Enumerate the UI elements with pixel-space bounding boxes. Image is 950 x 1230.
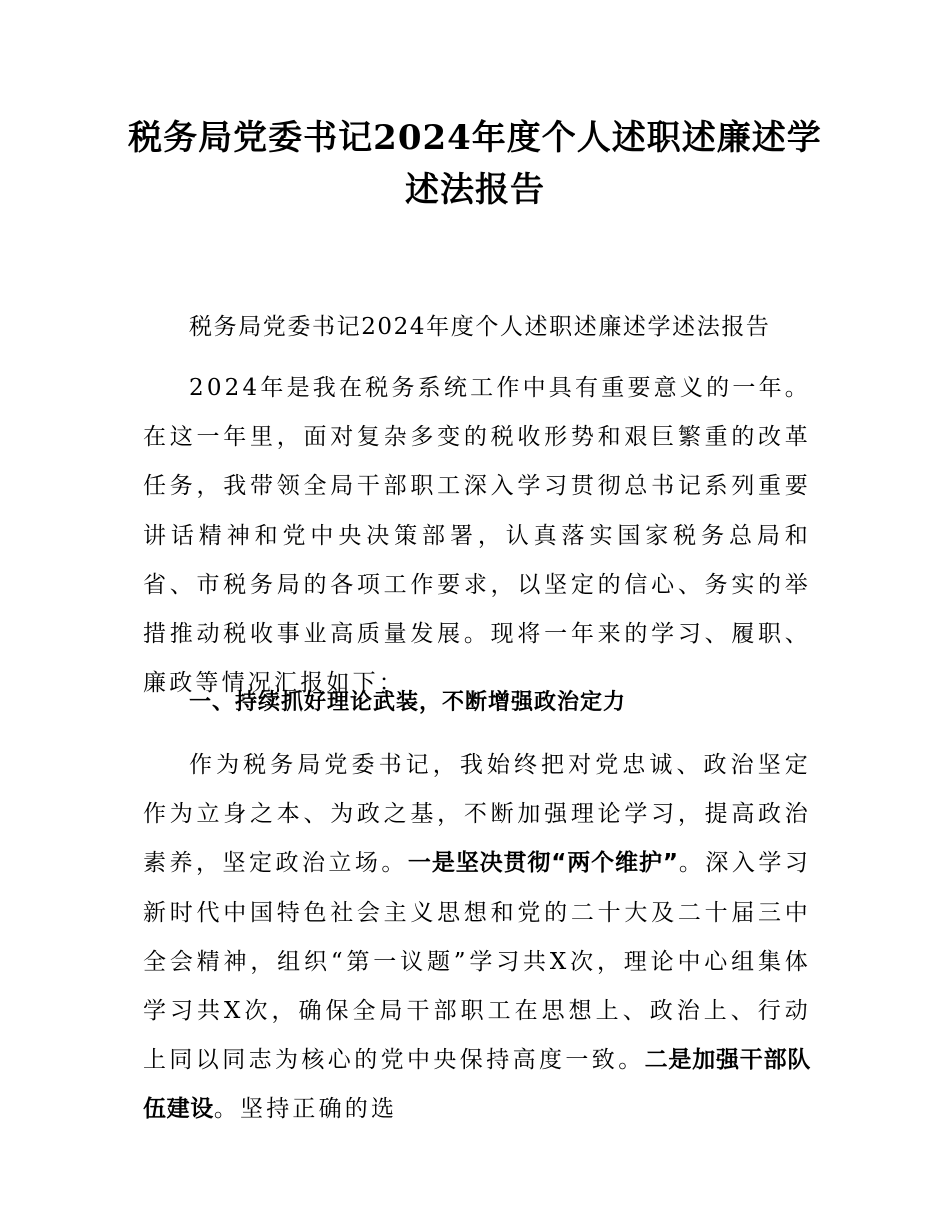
intro-paragraph: 2024年是我在税务系统工作中具有重要意义的一年。在这一年里，面对复杂多变的税收形势和艰巨繁重的改革任务，我带领全局干部职工深入学习贯彻总书记系列重要讲话精神和党中央决策部署，认真落实国家税务总局和省、市税务局的各项工作要求，以坚定的信心、务实的举措推动税收事业高质量发展。现将一年来的学习、履职、廉政等情况汇报如下： [143,375,811,697]
section-1-paragraph [143,741,811,1135]
report-subtitle: 税务局党委书记2024年度个人述职述廉述学述法报告 [189,314,771,340]
point-1-text: 。深入学习新时代中国特色社会主义思想和党的二十大及二十届三中全会精神，组织“第一议题”学习共X次，理论中心组集体学习共X次，确保全局干部职工在思想上、政治上、行动上同以同志为核心的党中央保持高度一致。 [143,850,812,1074]
document-title: 税务局党委书记2024年度个人述职述廉述学述法报告 [128,118,822,210]
paragraph-intro-text: 作为税务局党委书记，我始终把对党忠诚、政治坚定作为立身之本、为政之基，不断加强理论学习，提高政治素养，坚定政治立场。 [143,752,811,877]
section-heading-1: 一、持续抓好理论武装，不断增强政治定力 [189,690,627,715]
point-2-text: 。坚持正确的选 [213,1096,398,1123]
point-2-title: 二是加强干部队伍建设 [143,1047,811,1123]
point-1-title: 一是坚决贯彻“两个维护” [407,850,679,877]
